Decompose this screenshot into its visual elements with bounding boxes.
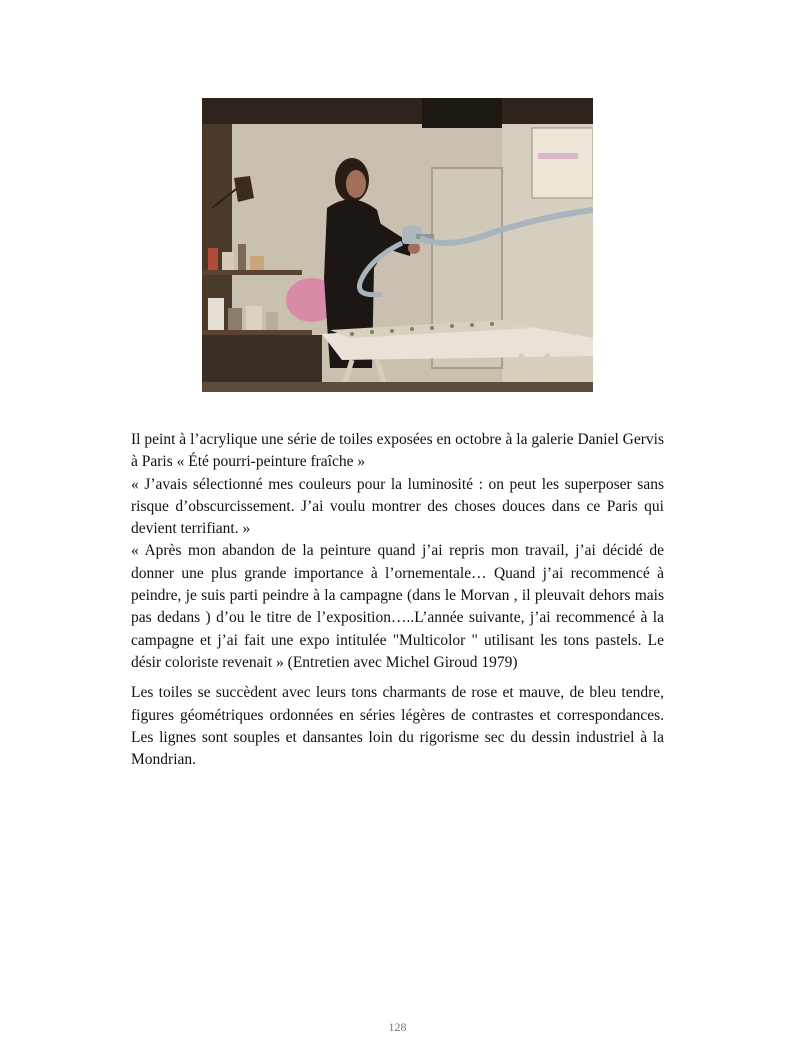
paragraph: « J’avais sélectionné mes couleurs pour la luminosité : on peut les superposer sans risque d’obscurcissement. J’ai voulu montrer des choses douces dans ce Paris qui devient terrifiant. » <box>131 475 664 538</box>
studio-photo-illustration <box>202 98 593 392</box>
body-text <box>131 429 664 771</box>
page-number: 128 <box>388 1020 407 1034</box>
paragraph: « Après mon abandon de la peinture quand j’ai repris mon travail, j’ai décidé de donner une plus grande importance à l’ornementale… Quand j’ai recommencé à peindre, je suis parti peindre à la campagne (dans le Morvan , il pleuvait dehors mais pas dedans ) d’ou le titre de l’exposition…..L’année suivante, j’ai recommencé à la campagne et j’ai fait une expo intitulée "Multicolor " utilisant les tons pastels. Le désir coloriste revenait » (Entretien avec Michel Giroud 1979) <box>131 542 664 671</box>
paragraph: Il peint à l’acrylique une série de toiles exposées en octobre à la galerie Daniel Gervis à Paris « Été pourri-peinture fraîche » <box>131 431 664 471</box>
studio-photo <box>202 98 593 392</box>
paragraph: Les toiles se succèdent avec leurs tons charmants de rose et mauve, de bleu tendre, figures géométriques ordonnées en séries légères de contrastes et correspondances. Les lignes sont souples et dansantes loin du rigorisme sec du dessin industriel à la Mondrian. <box>131 684 664 769</box>
